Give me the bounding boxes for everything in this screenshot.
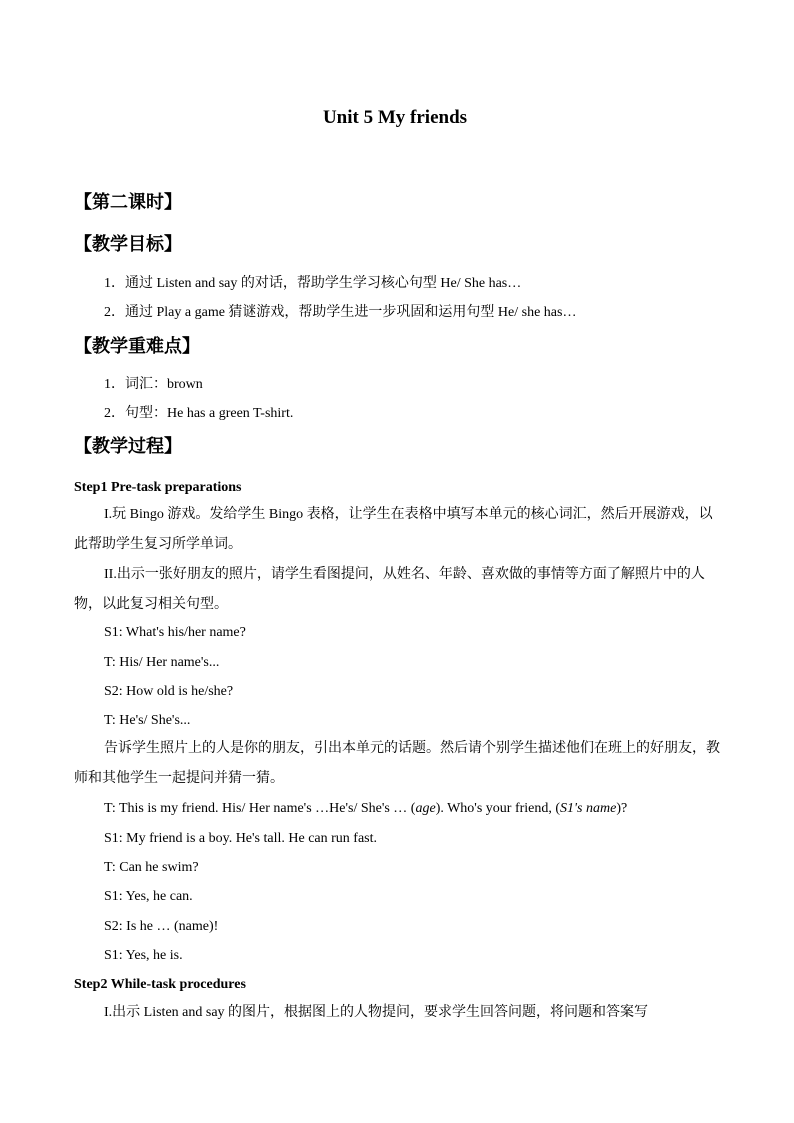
dialog-line: S1: What's his/her name? bbox=[104, 625, 246, 640]
dialog-line: S2: Is he … (name)! bbox=[104, 919, 219, 934]
step2-paragraph: I.出示 Listen and say 的图片，根据图上的人物提问，要求学生回答问题，将问题和答案写 bbox=[104, 1005, 649, 1020]
key-points-heading: 【教学重难点】 bbox=[74, 336, 200, 356]
dialog-line: T: His/ Her name's... bbox=[104, 655, 220, 670]
dialog-line: T: Can he swim? bbox=[104, 860, 199, 875]
dialog-line: S1: My friend is a boy. He's tall. He can run fast. bbox=[104, 831, 377, 846]
objectives-heading: 【教学目标】 bbox=[74, 234, 182, 254]
process-heading: 【教学过程】 bbox=[74, 436, 182, 456]
step1-paragraph: 告诉学生照片上的人是你的朋友，引出本单元的话题。然后请个别学生描述他们在班上的好朋友，教师和其他学生一起提问并猜一猜。 bbox=[74, 741, 720, 786]
step1-paragraph: I.玩 Bingo 游戏。发给学生 Bingo 表格，让学生在表格中填写本单元的核心词汇，然后开展游戏，以此帮助学生复习所学单词。 bbox=[74, 507, 713, 552]
step1-title: Step1 Pre-task preparations bbox=[74, 480, 242, 495]
dialog-line: T: He's/ She's... bbox=[104, 713, 191, 728]
dialog-line bbox=[104, 799, 627, 819]
page-title: Unit 5 My friends bbox=[322, 107, 468, 128]
key-point-item: 2．句型：He has a green T-shirt. bbox=[104, 406, 294, 421]
step1-paragraph: II.出示一张好朋友的照片，请学生看图提问，从姓名、年龄、喜欢做的事情等方面了解照片中的人物，以此复习相关句型。 bbox=[74, 567, 705, 612]
t-line-s1name: S1's name bbox=[560, 801, 617, 816]
dialog-line: S1: Yes, he can. bbox=[104, 889, 193, 904]
objective-item: 1．通过 Listen and say 的对话，帮助学生学习核心句型 He/ She has… bbox=[104, 276, 522, 291]
t-line-part: T: This is my friend. His/ Her name's …He's/ She's … ( bbox=[104, 801, 416, 816]
objective-item: 2．通过 Play a game 猜谜游戏，帮助学生进一步巩固和运用句型 He/ she has… bbox=[104, 305, 577, 320]
t-line-part: ). Who's your friend, ( bbox=[435, 801, 561, 816]
key-point-item: 1．词汇：brown bbox=[104, 377, 203, 392]
t-line-age: age bbox=[415, 801, 436, 816]
dialog-line: S1: Yes, he is. bbox=[104, 948, 183, 963]
t-line-part: )? bbox=[616, 801, 628, 816]
lesson-heading: 【第二课时】 bbox=[74, 192, 182, 212]
step2-title: Step2 While-task procedures bbox=[74, 977, 246, 992]
dialog-line: S2: How old is he/she? bbox=[104, 684, 234, 699]
